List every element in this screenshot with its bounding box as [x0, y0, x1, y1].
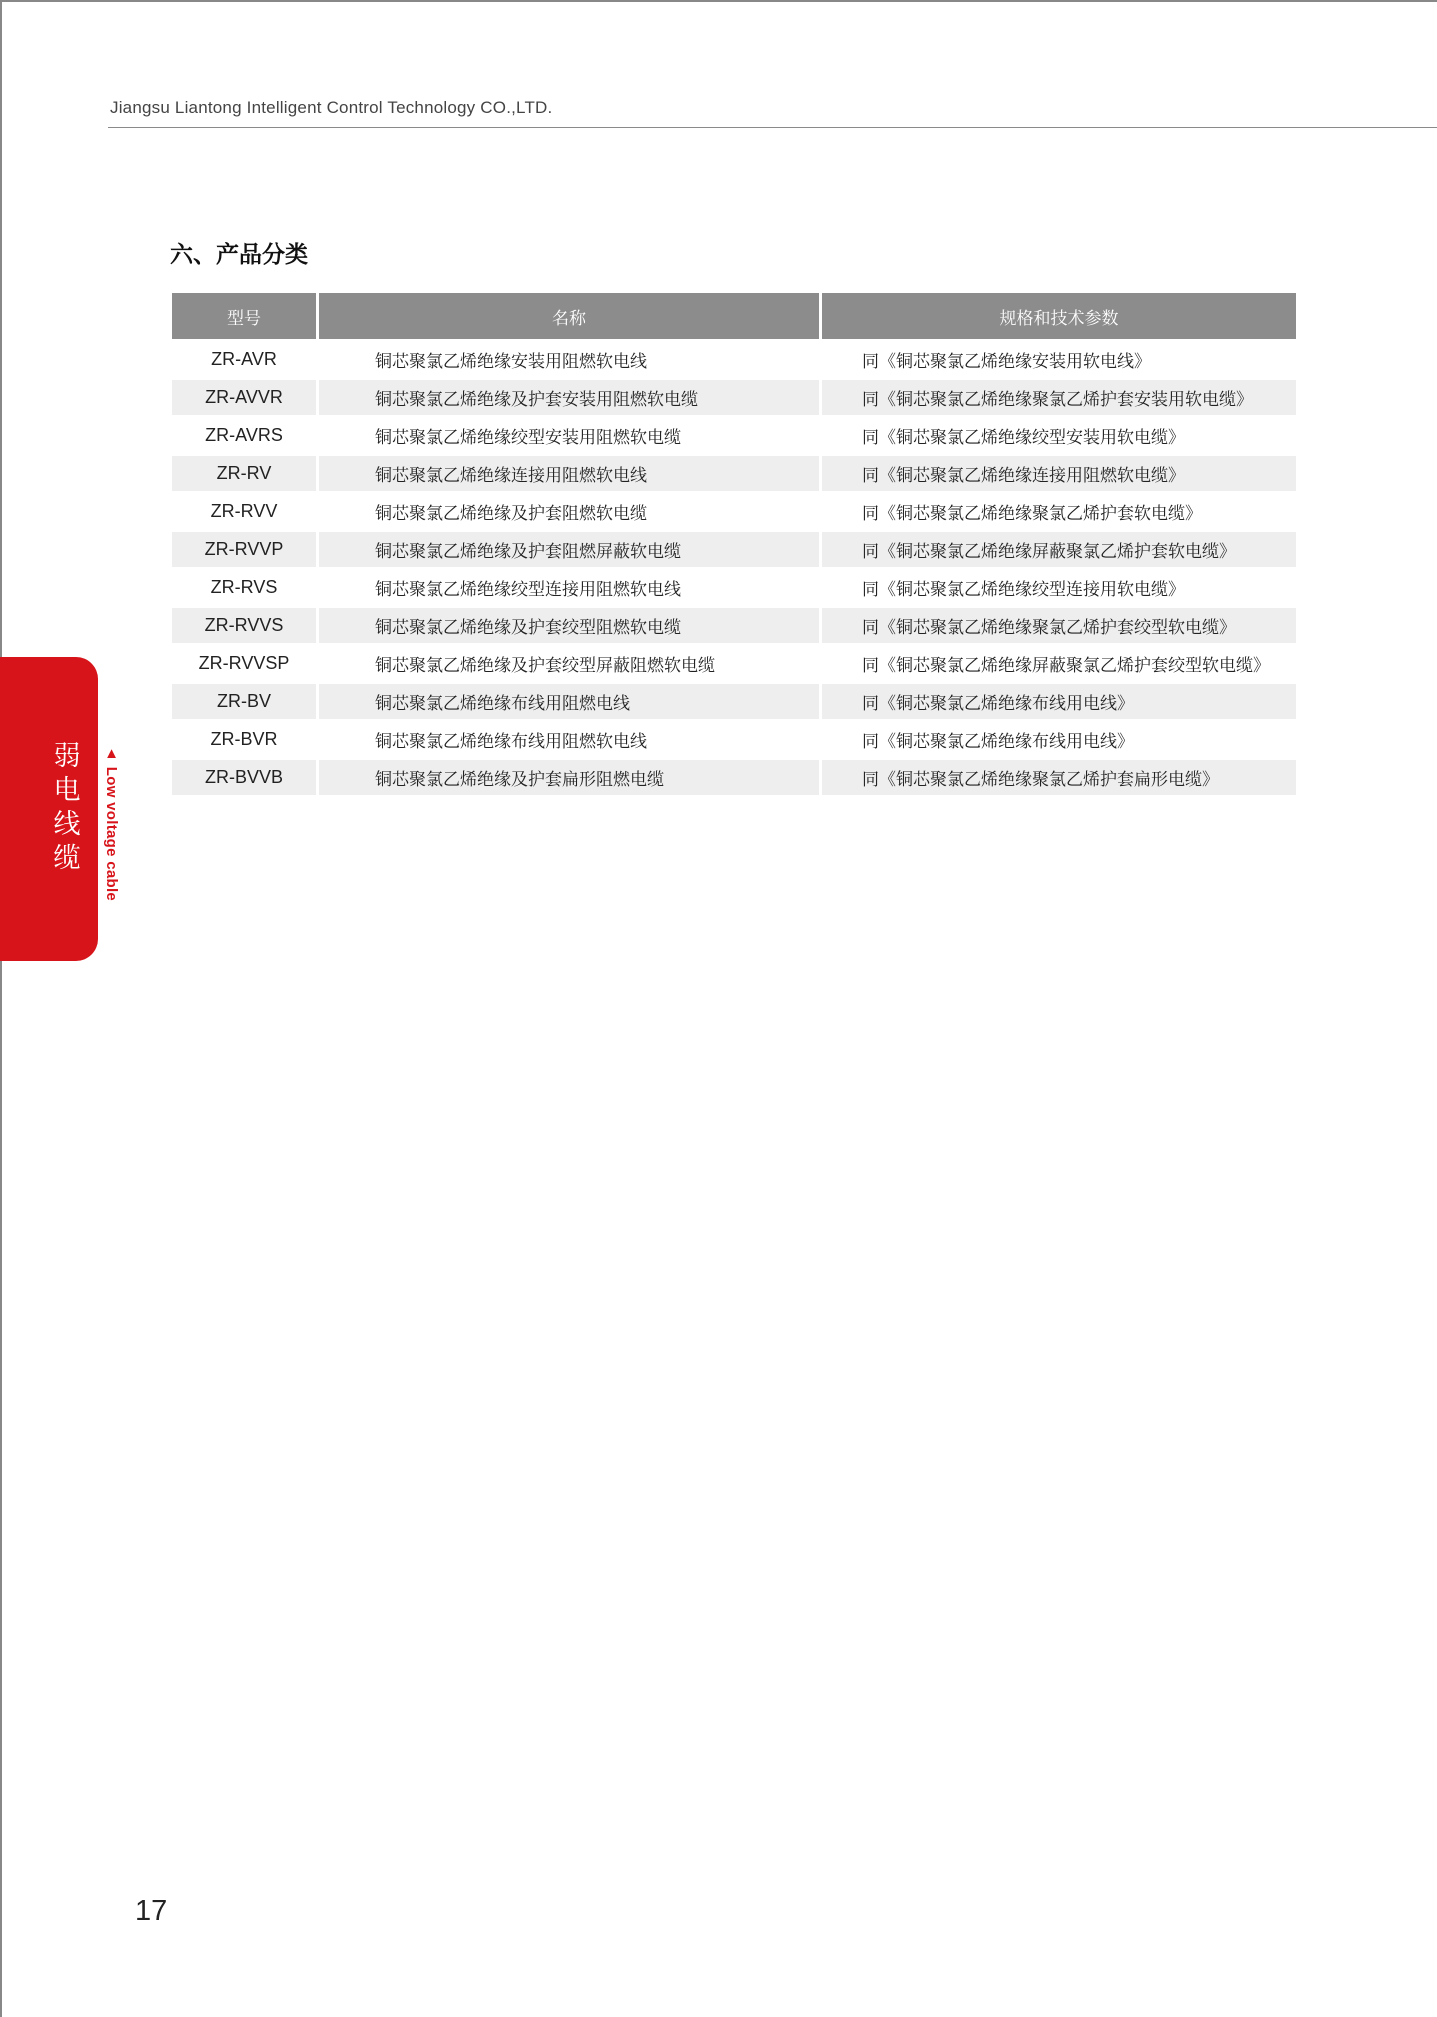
column-header-model: 型号 — [172, 293, 319, 339]
cell-name: 铜芯聚氯乙烯绝缘布线用阻燃软电线 — [319, 719, 822, 757]
cell-spec: 同《铜芯聚氯乙烯绝缘布线用电线》 — [822, 681, 1296, 719]
cell-spec: 同《铜芯聚氯乙烯绝缘聚氯乙烯护套绞型软电缆》 — [822, 605, 1296, 643]
category-char: 线 — [53, 809, 81, 840]
cell-model: ZR-RVS — [172, 567, 319, 605]
cell-name: 铜芯聚氯乙烯绝缘绞型连接用阻燃软电线 — [319, 567, 822, 605]
product-table — [172, 293, 1296, 795]
page-border-top — [0, 0, 1437, 2]
cell-spec: 同《铜芯聚氯乙烯绝缘聚氯乙烯护套扁形电缆》 — [822, 757, 1296, 795]
cell-spec: 同《铜芯聚氯乙烯绝缘绞型连接用软电缆》 — [822, 567, 1296, 605]
cell-model: ZR-BV — [172, 681, 319, 719]
cell-spec: 同《铜芯聚氯乙烯绝缘聚氯乙烯护套软电缆》 — [822, 491, 1296, 529]
company-header: Jiangsu Liantong Intelligent Control Technology CO.,LTD. — [110, 98, 553, 117]
cell-spec: 同《铜芯聚氯乙烯绝缘安装用软电线》 — [822, 339, 1296, 377]
table-row — [172, 757, 1296, 795]
category-char: 电 — [53, 775, 81, 806]
cell-name: 铜芯聚氯乙烯绝缘布线用阻燃电线 — [319, 681, 822, 719]
table-row — [172, 643, 1296, 681]
category-label-en: ▲ Low voltage cable — [103, 745, 120, 902]
category-char: 弱 — [53, 741, 81, 772]
cell-model: ZR-AVRS — [172, 415, 319, 453]
table-row — [172, 681, 1296, 719]
table-row — [172, 605, 1296, 643]
cell-spec: 同《铜芯聚氯乙烯绝缘布线用电线》 — [822, 719, 1296, 757]
table-row — [172, 491, 1296, 529]
cell-model: ZR-RVVS — [172, 605, 319, 643]
column-header-name: 名称 — [319, 293, 822, 339]
table-row — [172, 719, 1296, 757]
table-row — [172, 377, 1296, 415]
cell-model: ZR-RVVSP — [172, 643, 319, 681]
cell-spec: 同《铜芯聚氯乙烯绝缘屏蔽聚氯乙烯护套软电缆》 — [822, 529, 1296, 567]
cell-name: 铜芯聚氯乙烯绝缘及护套绞型屏蔽阻燃软电缆 — [319, 643, 822, 681]
cell-model: ZR-BVVB — [172, 757, 319, 795]
cell-spec: 同《铜芯聚氯乙烯绝缘聚氯乙烯护套安装用软电缆》 — [822, 377, 1296, 415]
category-label-cn — [50, 740, 84, 876]
cell-spec: 同《铜芯聚氯乙烯绝缘绞型安装用软电缆》 — [822, 415, 1296, 453]
cell-name: 铜芯聚氯乙烯绝缘及护套阻燃软电缆 — [319, 491, 822, 529]
product-table-container — [172, 293, 1296, 795]
cell-model: ZR-AVR — [172, 339, 319, 377]
cell-name: 铜芯聚氯乙烯绝缘及护套阻燃屏蔽软电缆 — [319, 529, 822, 567]
table-body — [172, 339, 1296, 795]
cell-spec: 同《铜芯聚氯乙烯绝缘连接用阻燃软电缆》 — [822, 453, 1296, 491]
column-header-spec: 规格和技术参数 — [822, 293, 1296, 339]
cell-name: 铜芯聚氯乙烯绝缘及护套安装用阻燃软电缆 — [319, 377, 822, 415]
table-row — [172, 453, 1296, 491]
cell-model: ZR-RV — [172, 453, 319, 491]
table-header-row — [172, 293, 1296, 339]
cell-model: ZR-RVVP — [172, 529, 319, 567]
cell-name: 铜芯聚氯乙烯绝缘连接用阻燃软电线 — [319, 453, 822, 491]
cell-spec: 同《铜芯聚氯乙烯绝缘屏蔽聚氯乙烯护套绞型软电缆》 — [822, 643, 1296, 681]
table-row — [172, 529, 1296, 567]
section-title: 六、产品分类 — [170, 242, 308, 268]
table-row — [172, 567, 1296, 605]
cell-name: 铜芯聚氯乙烯绝缘安装用阻燃软电线 — [319, 339, 822, 377]
cell-model: ZR-AVVR — [172, 377, 319, 415]
page-border-left — [0, 0, 2, 2017]
cell-model: ZR-BVR — [172, 719, 319, 757]
cell-model: ZR-RVV — [172, 491, 319, 529]
table-row — [172, 415, 1296, 453]
cell-name: 铜芯聚氯乙烯绝缘绞型安装用阻燃软电缆 — [319, 415, 822, 453]
category-char: 缆 — [53, 843, 81, 874]
table-row — [172, 339, 1296, 377]
page-number: 17 — [135, 1895, 168, 1927]
cell-name: 铜芯聚氯乙烯绝缘及护套绞型阻燃软电缆 — [319, 605, 822, 643]
header-divider — [108, 127, 1437, 128]
cell-name: 铜芯聚氯乙烯绝缘及护套扁形阻燃电缆 — [319, 757, 822, 795]
